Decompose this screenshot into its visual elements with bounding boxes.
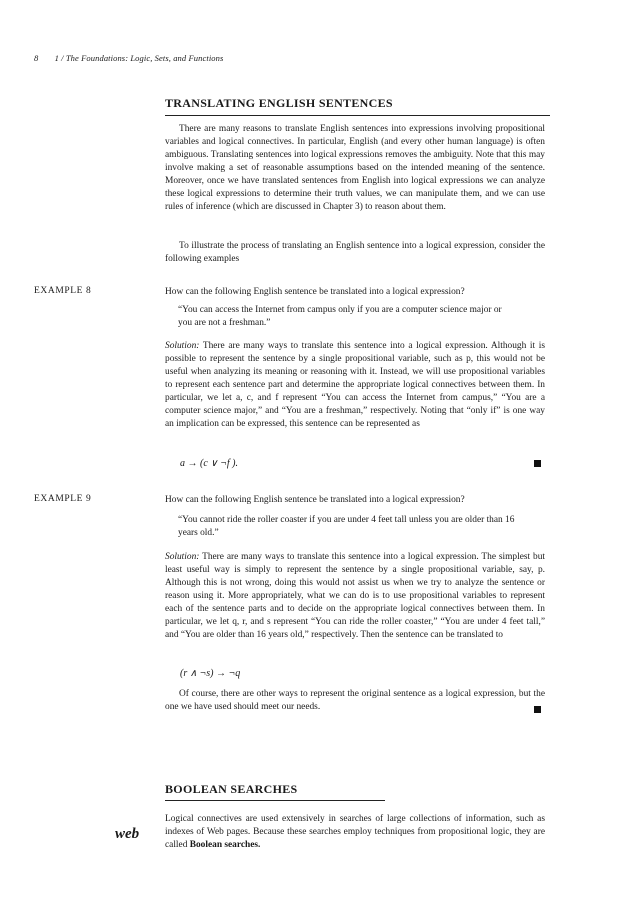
example-8-solution <box>165 340 545 431</box>
example-8-label: EXAMPLE 8 <box>34 286 92 296</box>
section-title-translating: TRANSLATING ENGLISH SENTENCES <box>165 96 393 110</box>
illustrate-paragraph: To illustrate the process of translating an English sentence into a logical expression, consider the following examples <box>165 241 545 264</box>
example-9-formula: (r ∧ ¬s) → ¬q <box>180 668 241 679</box>
example-9-question: How can the following English sentence be translated into a logical expression? <box>165 495 465 505</box>
end-of-example-icon <box>534 460 541 467</box>
solution-text: There are many ways to translate this sentence into a logical expression. The simplest but least useful way is simply to represent the sentence by a single propositional variable, say, p. Although this is not wrong, doing this would not assist us when we try to analyze the sentence or reason using it. More appropriately, what we can do is to use propositional variables to represent each of the sentence parts and to decide on the appropriate logical connectives between them. In particular, we let q, r, and s represent “You can ride the roller coaster,” “You are under 4 feet tall,” and “You are older than 16 years old,” respectively. Then the sentence can be translated to <box>165 552 545 640</box>
example-8-formula: a → (c ∨ ¬f ). <box>180 458 238 469</box>
page-number: 8 <box>34 53 39 63</box>
section-rule <box>165 800 385 801</box>
example-9-closing: Of course, there are other ways to represent the original sentence as a logical expression, but the one we have used should meet our needs. <box>165 689 545 712</box>
intro-paragraph: There are many reasons to translate English sentences into expressions involving propositional variables and logical connectives. In particular, English (and every other human language) is often ambiguous. Translating sentences into logical expressions removes the ambiguity. Note that this may involve making a set of reasonable assumptions based on the intended meaning of the sentence. Moreover, once we have translated sentences from English into logical expressions we can analyze these logical expressions to determine their truth values, we can manipulate them, and we can use rules of inference (which are discussed in Chapter 3) to reason about them. <box>165 124 545 212</box>
running-head <box>34 53 223 63</box>
example-8-quote: “You can access the Internet from campus only if you are a computer science major or you are not a freshman.” <box>178 305 502 328</box>
example-8-question: How can the following English sentence be translated into a logical expression? <box>165 287 465 297</box>
boolean-text: Logical connectives are used extensively in searches of large collections of information, such as indexes of Web pages. Because these searches employ techniques from propositional logic, they are called <box>165 814 545 850</box>
section-title-boolean: BOOLEAN SEARCHES <box>165 782 298 796</box>
solution-text: There are many ways to translate this sentence into a logical expression. Although it is possible to represent the sentence by a single propositional variable, such as p, this would not be useful when analyzing its meaning or reasoning with it. Instead, we will use propositional variables to represent each sentence part and determine the appropriate logical connectives between them. In particular, we let a, c, and f represent “You can access the Internet from campus,” “You are a computer science major,” and “You are a freshman,” respectively. Noting that “only if” is one way an implication can be expressed, this sentence can be represented as <box>165 341 545 429</box>
running-head-title: 1 / The Foundations: Logic, Sets, and Functions <box>54 53 224 63</box>
solution-label: Solution: <box>165 552 200 562</box>
boolean-term: Boolean searches. <box>189 840 261 850</box>
example-9-quote: “You cannot ride the roller coaster if you are under 4 feet tall unless you are older than 16 years old.” <box>178 515 515 538</box>
end-of-example-icon <box>534 706 541 713</box>
section-rule <box>165 115 550 116</box>
boolean-paragraph <box>165 813 545 852</box>
example-9-solution <box>165 551 545 642</box>
web-margin-label: web <box>115 826 140 842</box>
example-9-label: EXAMPLE 9 <box>34 494 92 504</box>
solution-label: Solution: <box>165 341 200 351</box>
